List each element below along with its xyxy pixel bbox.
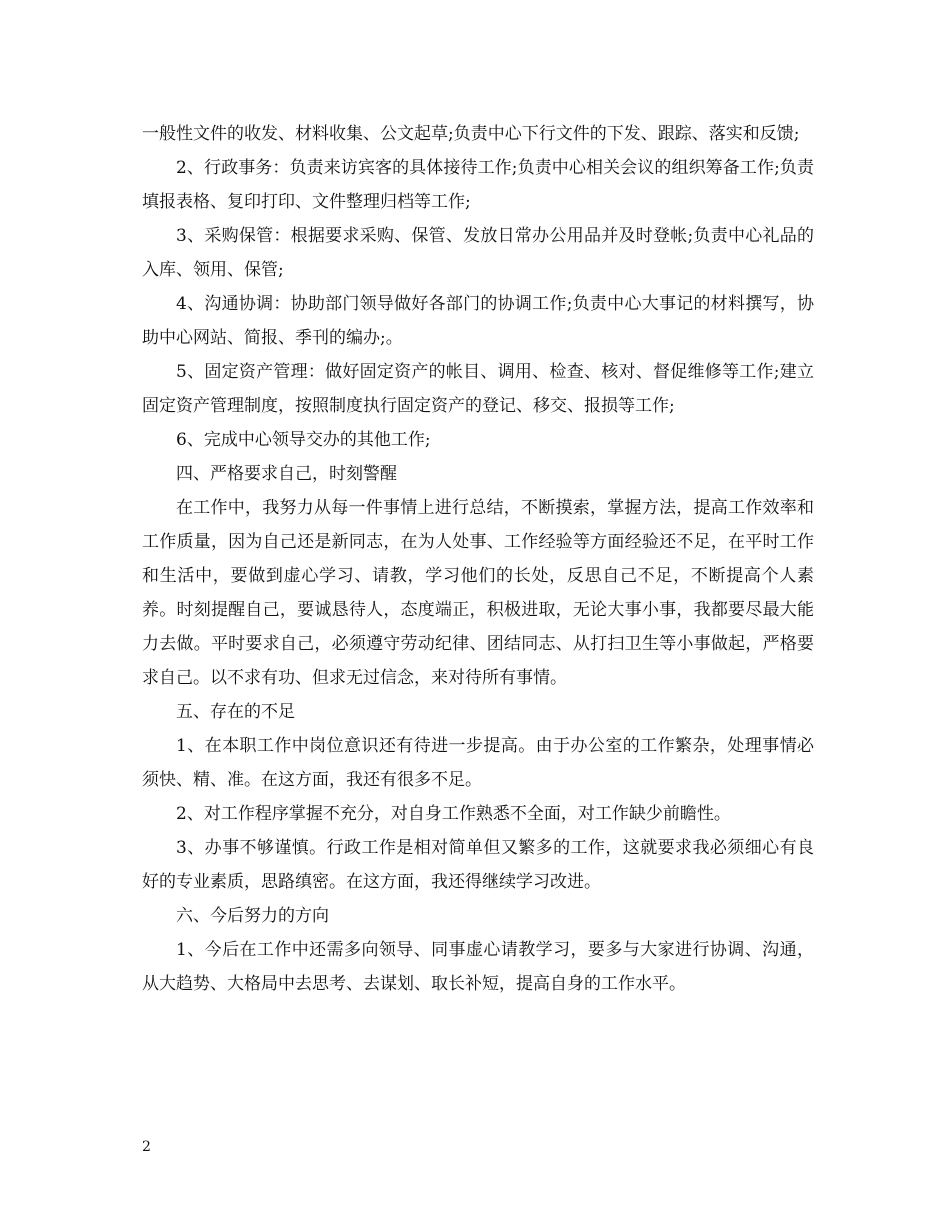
paragraph-11: 1、今后在工作中还需多向领导、同事虚心请教学习，要多与大家进行协调、沟通，从大趋势、大格局中去思考、去谋划、取长补短，提高自身的工作水平。	[142, 940, 814, 994]
section-heading-4: 四、严格要求自己，时刻警醒	[176, 464, 397, 484]
paragraph-10: 3、办事不够谨慎。行政工作是相对简单但又繁多的工作，这就要求我必须细心有良好的专业素质，思路缜密。在这方面，我还得继续学习改进。	[142, 838, 814, 892]
paragraph-4: 4、沟通协调：协助部门领导做好各部门的协调工作;负责中心大事记的材料撰写，协助中心网站、简报、季刊的编办;。	[142, 294, 814, 348]
paragraph-3: 3、采购保管：根据要求采购、保管、发放日常办公用品并及时登帐;负责中心礼品的入库、领用、保管;	[142, 226, 814, 280]
paragraph-2: 2、行政事务：负责来访宾客的具体接待工作;负责中心相关会议的组织筹备工作;负责填报表格、复印打印、文件整理归档等工作;	[142, 158, 814, 212]
paragraph-8: 1、在本职工作中岗位意识还有待进一步提高。由于办公室的工作繁杂，处理事情必须快、精、准。在这方面，我还有很多不足。	[142, 736, 814, 790]
paragraph-7: 在工作中，我努力从每一件事情上进行总结，不断摸索，掌握方法，提高工作效率和工作质量，因为自己还是新同志，在为人处事、工作经验等方面经验还不足，在平时工作和生活中，要做到虚心学习、请教，学习他们的长处，反思自己不足，不断提高个人素养。时刻提醒自己，要诚恳待人，态度端正，积极进取，无论大事小事，我都要尽最大能力去做。平时要求自己，必须遵守劳动纪律、团结同志、从打扫卫生等小事做起，严格要求自己。以不求有功、但求无过信念，来对待所有事情。	[142, 498, 814, 688]
paragraph-9: 2、对工作程序掌握不充分，对自身工作熟悉不全面，对工作缺少前瞻性。	[176, 804, 731, 824]
paragraph-1: 一般性文件的收发、材料收集、公文起草;负责中心下行文件的下发、跟踪、落实和反馈;	[142, 124, 800, 144]
section-heading-6: 六、今后努力的方向	[176, 906, 329, 926]
page-number: 2	[142, 1139, 151, 1155]
paragraph-5: 5、固定资产管理：做好固定资产的帐目、调用、检查、核对、督促维修等工作;建立固定资产管理制度，按照制度执行固定资产的登记、移交、报损等工作;	[142, 362, 814, 416]
section-heading-5: 五、存在的不足	[176, 702, 295, 722]
paragraph-6: 6、完成中心领导交办的其他工作;	[176, 430, 431, 450]
document-body	[142, 117, 814, 1001]
